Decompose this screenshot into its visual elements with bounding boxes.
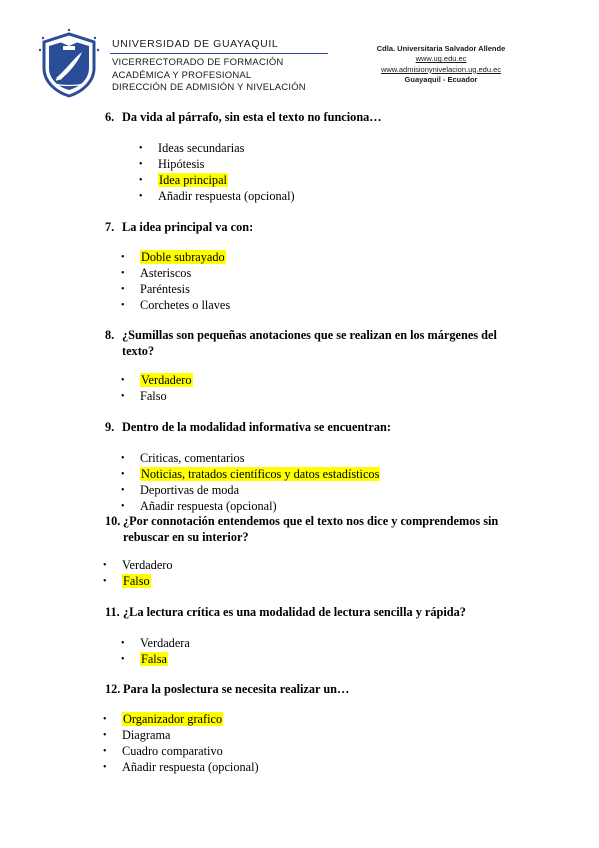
question-text-continued: rebuscar en su interior? xyxy=(123,530,249,544)
option-selected: • Noticias, tratados científicos y datos estadísticos xyxy=(121,467,380,481)
university-name: UNIVERSIDAD DE GUAYAQUIL xyxy=(112,38,279,50)
question-12 xyxy=(105,681,349,698)
department-line: VICERRECTORADO DE FORMACIÓN xyxy=(112,57,284,68)
option: • Añadir respuesta (opcional) xyxy=(103,760,259,774)
option-selected: • Falsa xyxy=(121,652,167,666)
option: • Verdadero xyxy=(103,558,173,572)
question-8 xyxy=(105,327,497,344)
question-text-continued: texto? xyxy=(122,344,155,358)
question-number: 10. xyxy=(105,514,121,528)
university-logo xyxy=(38,28,100,98)
option: • Hipótesis xyxy=(139,157,205,171)
department-line: ACADÉMICA Y PROFESIONAL xyxy=(112,69,252,81)
option: • Deportivas de moda xyxy=(121,483,240,497)
department-line: DIRECCIÓN DE ADMISIÓN Y NIVELACIÓN xyxy=(112,82,306,94)
option: • Asteriscos xyxy=(121,266,192,280)
question-text: ¿Por connotación entendemos que el texto nos dice y comprendemos sin xyxy=(123,514,499,528)
option: • Cuadro comparativo xyxy=(103,744,223,758)
question-6 xyxy=(105,109,382,126)
question-text: ¿Sumillas son pequeñas anotaciones que se realizan en los márgenes del xyxy=(122,328,497,342)
question-text: Da vida al párrafo, sin esta el texto no funciona… xyxy=(122,110,382,124)
option-selected: • Falso xyxy=(103,574,150,588)
question-7 xyxy=(105,219,253,236)
question-text: La idea principal va con: xyxy=(122,220,254,234)
address: Cdla. Universitaria Salvador Allende xyxy=(376,44,506,53)
question-text: Dentro de la modalidad informativa se encuentran: xyxy=(122,420,391,434)
option: • Paréntesis xyxy=(121,282,190,296)
city: Guayaquil - Ecuador xyxy=(404,75,478,85)
option: • Falso xyxy=(121,389,167,403)
question-number: 12. xyxy=(105,682,121,696)
option-selected: • Doble subrayado xyxy=(121,250,225,264)
option: • Ideas secundarias xyxy=(139,141,245,155)
option: • Añadir respuesta (opcional) xyxy=(121,499,277,513)
question-number: 7. xyxy=(105,220,115,234)
website-link[interactable]: www.ug.edu.ec xyxy=(415,54,467,64)
department-block xyxy=(112,57,306,95)
option: • Criticas, comentarios xyxy=(121,451,245,465)
option-selected: • Verdadero xyxy=(121,373,192,387)
letterhead xyxy=(0,0,599,110)
option: • Verdadera xyxy=(121,636,190,650)
option: • Diagrama xyxy=(103,728,171,742)
question-10 xyxy=(105,513,498,530)
question-text: Para la poslectura se necesita realizar un… xyxy=(123,682,350,696)
option: • Añadir respuesta (opcional) xyxy=(139,189,295,203)
option-selected: • Organizador grafico xyxy=(103,712,223,726)
question-number: 6. xyxy=(105,110,115,124)
question-number: 8. xyxy=(105,328,115,342)
option-selected: • Idea principal xyxy=(139,173,227,187)
contact-block xyxy=(362,44,520,86)
admission-website-link[interactable]: www.admisionynivelacion.ug.edu.ec xyxy=(380,64,502,74)
question-11 xyxy=(105,604,466,621)
header-divider xyxy=(110,53,328,54)
question-number: 9. xyxy=(105,420,115,434)
question-9 xyxy=(105,419,391,436)
question-number: 11. xyxy=(105,605,120,619)
option: • Corchetes o llaves xyxy=(121,298,231,312)
question-text: ¿La lectura crítica es una modalidad de lectura sencilla y rápida? xyxy=(123,605,466,619)
